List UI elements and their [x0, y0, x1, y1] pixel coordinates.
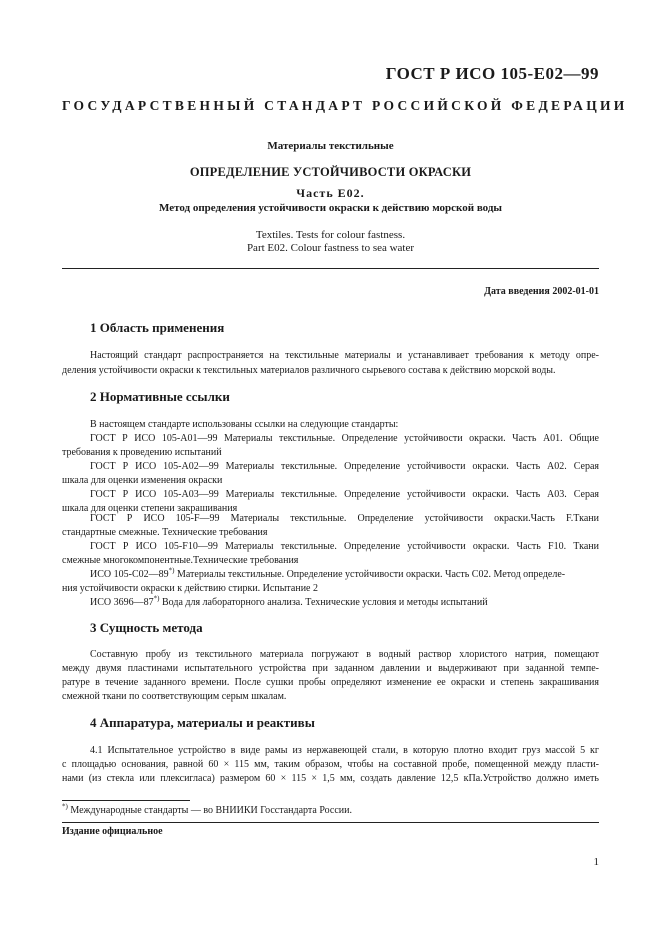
paragraph-line: 4.1 Испытательное устройство в виде рамы из нержавеющей стали, в которую плотно входит груз массой 5 кг	[90, 745, 599, 756]
reference-item: ГОСТ Р ИСО 105-F10—99 Материалы текстильные. Определение устойчивости окраски. Часть F10. Ткани	[90, 541, 599, 552]
reference-item-cont: шкала для оценки степени закрашивания	[62, 503, 238, 514]
reference-item: ГОСТ Р ИСО 105-А02—99 Материалы текстильные. Определение устойчивости окраски. Часть А02. Серая	[90, 461, 599, 472]
section-4-heading: 4 Аппаратура, материалы и реактивы	[90, 715, 315, 730]
main-title: ОПРЕДЕЛЕНИЕ УСТОЙЧИВОСТИ ОКРАСКИ	[189, 165, 472, 179]
footnote	[62, 802, 352, 816]
reference-item: ГОСТ Р ИСО 105-А03—99 Материалы текстильные. Определение устойчивости окраски. Часть А03. Серая	[90, 489, 599, 500]
paragraph-line: между двумя пластинами испытательного устройства при заданном давлении и выдерживают при заданной темпе-	[62, 663, 599, 674]
reference-item	[90, 596, 599, 611]
paragraph-line: с площадью основания, равной 60 × 115 мм, таким образом, чтобы на составной пробе, помещенной между пласти-	[62, 759, 599, 770]
reference-code: ИСО 3696—87	[90, 597, 154, 608]
state-standard-title: ГОСУДАРСТВЕННЫЙ СТАНДАРТ РОССИЙСКОЙ ФЕДЕРАЦИИ	[62, 98, 628, 113]
reference-item-cont: стандартные смежные. Технические требования	[62, 527, 268, 538]
footnote-mark: *)	[153, 594, 160, 603]
paragraph-line: нами (из стекла или плексигласа) размером 60 × 115 × 1,5 мм, создать давление 12,5 кПа.Устройство должно иметь	[62, 773, 599, 784]
english-title-line-1: Textiles. Tests for colour fastness.	[255, 229, 406, 241]
reference-item-cont: шкала для оценки изменения окраски	[62, 475, 223, 486]
section-1-heading: 1 Область применения	[90, 320, 225, 335]
subtitle: Материалы текстильные	[267, 140, 394, 152]
paragraph-line: смежной ткани по соответствующим серым шкалам.	[62, 691, 287, 702]
reference-item: ГОСТ Р ИСО 105-F—99 Материалы текстильные. Определение устойчивости окраски.Часть F.Ткани	[90, 513, 599, 524]
horizontal-rule	[62, 822, 599, 823]
part-title: Часть Е02.	[296, 186, 365, 200]
reference-item-cont: ния устойчивости окраски к действию стирки. Испытание 2	[62, 583, 318, 594]
document-code: ГОСТ Р ИСО 105-Е02—99	[385, 64, 599, 83]
section-3-heading: 3 Сущность метода	[90, 620, 203, 635]
reference-text: Материалы текстильные. Определение устойчивости окраски. Часть С02. Метод определе-	[174, 569, 566, 580]
english-title-line-2: Part E02. Colour fastness to sea water	[246, 242, 415, 254]
reference-item-cont: требования к проведению испытаний	[62, 447, 222, 458]
reference-item	[90, 568, 599, 583]
edition-label: Издание официальное	[62, 826, 163, 837]
paragraph-line: Составную пробу из текстильного материала погружают в водный раствор хлористого натрия, помещают	[90, 649, 599, 660]
part-name: Метод определения устойчивости окраски к действию морской воды	[158, 202, 503, 214]
reference-item: ГОСТ Р ИСО 105-А01—99 Материалы текстильные. Определение устойчивости окраски. Часть А01. Общие	[90, 433, 599, 444]
footnote-mark: *)	[168, 566, 175, 575]
footnote-text: Международные стандарты — во ВНИИКИ Госстандарта России.	[67, 805, 352, 816]
paragraph-line: Настоящий стандарт распространяется на текстильные материалы и устанавливает требования к методу опре-	[90, 350, 599, 361]
reference-text: Вода для лабораторного анализа. Технические условия и методы испытаний	[159, 597, 488, 608]
introduction-date: Дата введения 2002-01-01	[484, 286, 599, 297]
reference-item-cont: смежные многокомпонентные.Технические требования	[62, 555, 299, 566]
paragraph-line: В настоящем стандарте использованы ссылки на следующие стандарты:	[90, 419, 399, 430]
horizontal-rule	[62, 268, 599, 269]
paragraph-line: деления устойчивости окраски к текстильных материалов различного сырьевого состава к действию морской воды.	[62, 365, 556, 376]
paragraph-line: ратуре в течение заданного времени. После сушки пробы определяют изменение ее окраски и степень закрашивания	[62, 677, 599, 688]
page-number: 1	[593, 856, 599, 868]
section-2-heading: 2 Нормативные ссылки	[90, 389, 230, 404]
reference-code: ИСО 105-С02—89	[90, 569, 169, 580]
footnote-mark: *)	[62, 802, 68, 811]
footnote-rule	[62, 800, 190, 801]
